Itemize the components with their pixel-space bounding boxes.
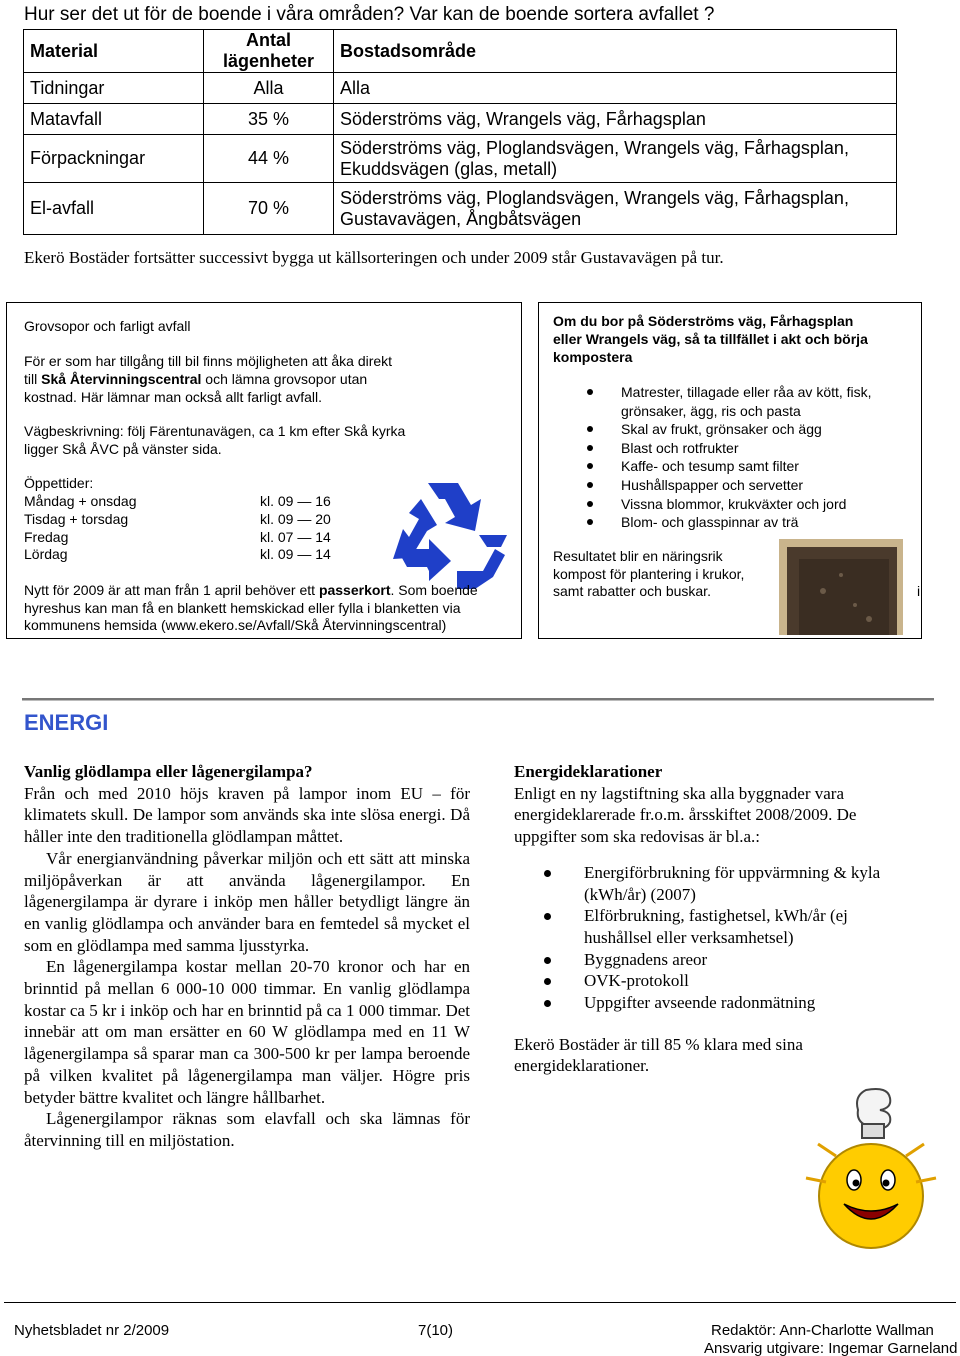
list-item: Vissna blommor, krukväxter och jord [585,495,872,514]
footer-publisher: Ansvarig utgivare: Ingemar Garneland [704,1340,958,1356]
material-cell: Matavfall [24,104,204,135]
text-line: För er som har tillgång till bil finns möjligheten att åka direkt [24,353,393,369]
box-title: eller Wrangels väg, så ta tillfället i akt och börja [553,331,868,347]
paragraph: Enligt en ny lagstiftning ska alla byggnader vara energideklarerade fr.o.m. årsskiftet 2008/2009. De uppgifter som ska redovisas är bl.a.: [514,783,857,847]
lamp-article [24,761,470,1152]
paragraph: Lågenergilampor räknas som elavfall och ska lämnas för återvinning till en miljöstation. [24,1109,470,1150]
waste-sorting-table [23,29,897,235]
text-line: ligger Skå ÅVC på vänster sida. [24,441,222,457]
pass-card: passerkort [318,582,391,598]
footer-editor: Redaktör: Ann-Charlotte Wallman [711,1322,934,1339]
share-cell: 44 % [204,135,334,183]
declaration-article [514,761,914,1077]
footer-issue: Nyhetsbladet nr 2/2009 [14,1322,170,1339]
compost-box [538,302,922,639]
list-item: Skal av frukt, grönsaker och ägg [585,420,872,439]
area-line: Söderströms väg, Ploglandsvägen, Wrangels väg, Fårhagsplan, [340,137,849,158]
list-item: grönsaker, ägg, ris och pasta [621,402,801,419]
table-row [24,135,897,183]
ekero-note: Ekerö Bostäder fortsätter successivt bygga ut källsorteringen och under 2009 står Gustavavägen på tur. [24,248,724,267]
list-item: Elförbrukning, fastighetsel, kWh/år (ej hushållsel eller verksamhetsel) [514,905,914,948]
area-line: Gustavavägen, Ångbåtsvägen [340,208,582,229]
paragraph: En lågenergilampa kostar mellan 20-70 kronor och har en brinntid på mellan 6 000-10 000 timmar. En vanlig glödlampa kostar ca 5 kr i inköp och har en brinntid på ca 1 000 timmar. Det innebär att om man ersätter en 60 W glödlampa med en 11 W lågenergilampa så sparar man ca 300-500 kr per lampa beroende på vilken kvalitet på lågenergilampa man väljer. Högre pris betyder bättre kvalitet och längre hållbarhet. [24,957,470,1107]
share-cell: 35 % [204,104,334,135]
area-cell: Söderströms väg, Wrangels väg, Fårhagsplan [334,104,897,135]
article-heading: Vanlig glödlampa eller lågenergilampa? [24,762,313,781]
box-title: kompostera [553,349,633,365]
material-cell: El-avfall [24,183,204,235]
col-header-area: Bostadsområde [334,30,897,73]
text-line: till Skå Återvinningscentral och lämna grovsopor utan [24,371,368,387]
paragraph: Vår energianvändning påverkar miljön och ett sätt att minska miljöpåverkan är att använda lågenergilampor. En lågenergilampa är dyrare i inköp men håller betydligt längre än en vanlig glödlampa och använder bara en femtedel så mycket el som en glödlampa med samma ljusstyrka. [24,848,470,955]
list-item: Matrester, tillagade eller råa av kött, fisk, [585,383,872,402]
compost-photo [765,531,905,635]
area-line: Ekuddsvägen (glas, metall) [340,158,558,179]
hours-title: Öppettider: [24,475,94,491]
section-title: ENERGI [24,710,109,735]
text-line: Resultatet blir en näringsrik [553,548,723,564]
box-title: Grovsopor och farligt avfall [24,318,191,334]
list-item: Hushållspapper och servetter [585,476,872,495]
page-number: 7(10) [418,1322,454,1339]
col-header-share: Antal lägenheter [204,30,334,73]
recycling-center-name: Skå Återvinningscentral [41,371,202,387]
share-cell: 70 % [204,183,334,235]
paragraph: Från och med 2010 höjs kraven på lampor inom EU – för klimatets skull. De lampor som används ska inte slösa energi. Då håller inte den traditionella glödlampan måttet. [24,783,470,847]
text-line: samt rabatter och buskar. [553,583,711,599]
compost-list [585,383,872,532]
list-item: Blast och rotfrukter [585,439,872,458]
paragraph: Ekerö Bostäder är till 85 % klara med sina energideklarationer. [514,1034,803,1076]
list-item: OVK-protokoll [514,970,914,992]
material-cell: Förpackningar [24,135,204,183]
table-row [24,183,897,235]
col-header-material: Material [24,30,204,73]
stray-letter: i [917,583,921,599]
recycle-icon [383,471,513,593]
list-item: Blom- och glasspinnar av trä [585,513,872,532]
table-header-row [24,30,897,73]
share-cell: Alla [204,73,334,104]
area-line: Söderströms väg, Ploglandsvägen, Wrangels väg, Fårhagsplan, [340,187,849,208]
text-line: Nytt för 2009 är att man från 1 april behöver ett passerkort. Som boende [24,582,478,598]
list-item: Kaffe- och tesump samt filter [585,457,872,476]
bulb-smiley-icon [796,1086,946,1256]
table-row [24,73,897,104]
article-heading: Energideklarationer [514,762,663,781]
text-line: kompost för plantering i krukor, [553,566,745,582]
intro-question: Hur ser det ut för de boende i våra områden? Var kan de boende sortera avfallet ? [24,4,715,25]
text-line: kostnad. Här lämnar man också allt farligt avfall. [24,389,323,405]
text-line: Vägbeskrivning: följ Färentunavägen, ca 1 km efter Skå kyrka [24,423,406,439]
list-item: Uppgifter avseende radonmätning [514,992,914,1014]
declaration-list [514,862,914,1014]
list-item: Byggnadens areor [514,949,914,971]
text-line: hyreshus kan man få en blankett hemskickad eller fylla i blanketten via [24,600,461,616]
area-cell [334,183,897,235]
hazardous-waste-box: Grovsopor och farligt avfall För er som har tillgång till bil finns möjligheten att åka direkt till Skå Återvinningscentral och lämna grovsopor utan kostnad. Här lämnar man också allt farligt avfall. Vägbeskrivning: följ Färentunavägen, ca 1 km efter Skå kyrka ligger Skå ÅVC på vänster sida. Öppettider: Måndag + onsdag kl. 09 — 16 Tisdag + torsdag kl. 09 — 20 Fredag kl. 07 — 14 Lördag kl. 09 — 14 Nytt för 2009 är att man från 1 april behöver ett passerkort. Som boende hyreshus kan man få en blankett hemskickad eller fylla i blanketten via kommunens hemsida (www.ekero.se/Avfall/Skå Återvinningscentral) [6,302,522,639]
list-item: Energiförbrukning för uppvärmning & kyla (kWh/år) (2007) [514,862,914,905]
footer-rule [4,1302,956,1303]
table-row [24,104,897,135]
section-divider [22,698,934,700]
area-cell [334,135,897,183]
text-line: kommunens hemsida (www.ekero.se/Avfall/Skå Återvinningscentral) [24,617,447,633]
box-title: Om du bor på Söderströms väg, Fårhagsplan [553,313,854,329]
area-cell: Alla [334,73,897,104]
material-cell: Tidningar [24,73,204,104]
